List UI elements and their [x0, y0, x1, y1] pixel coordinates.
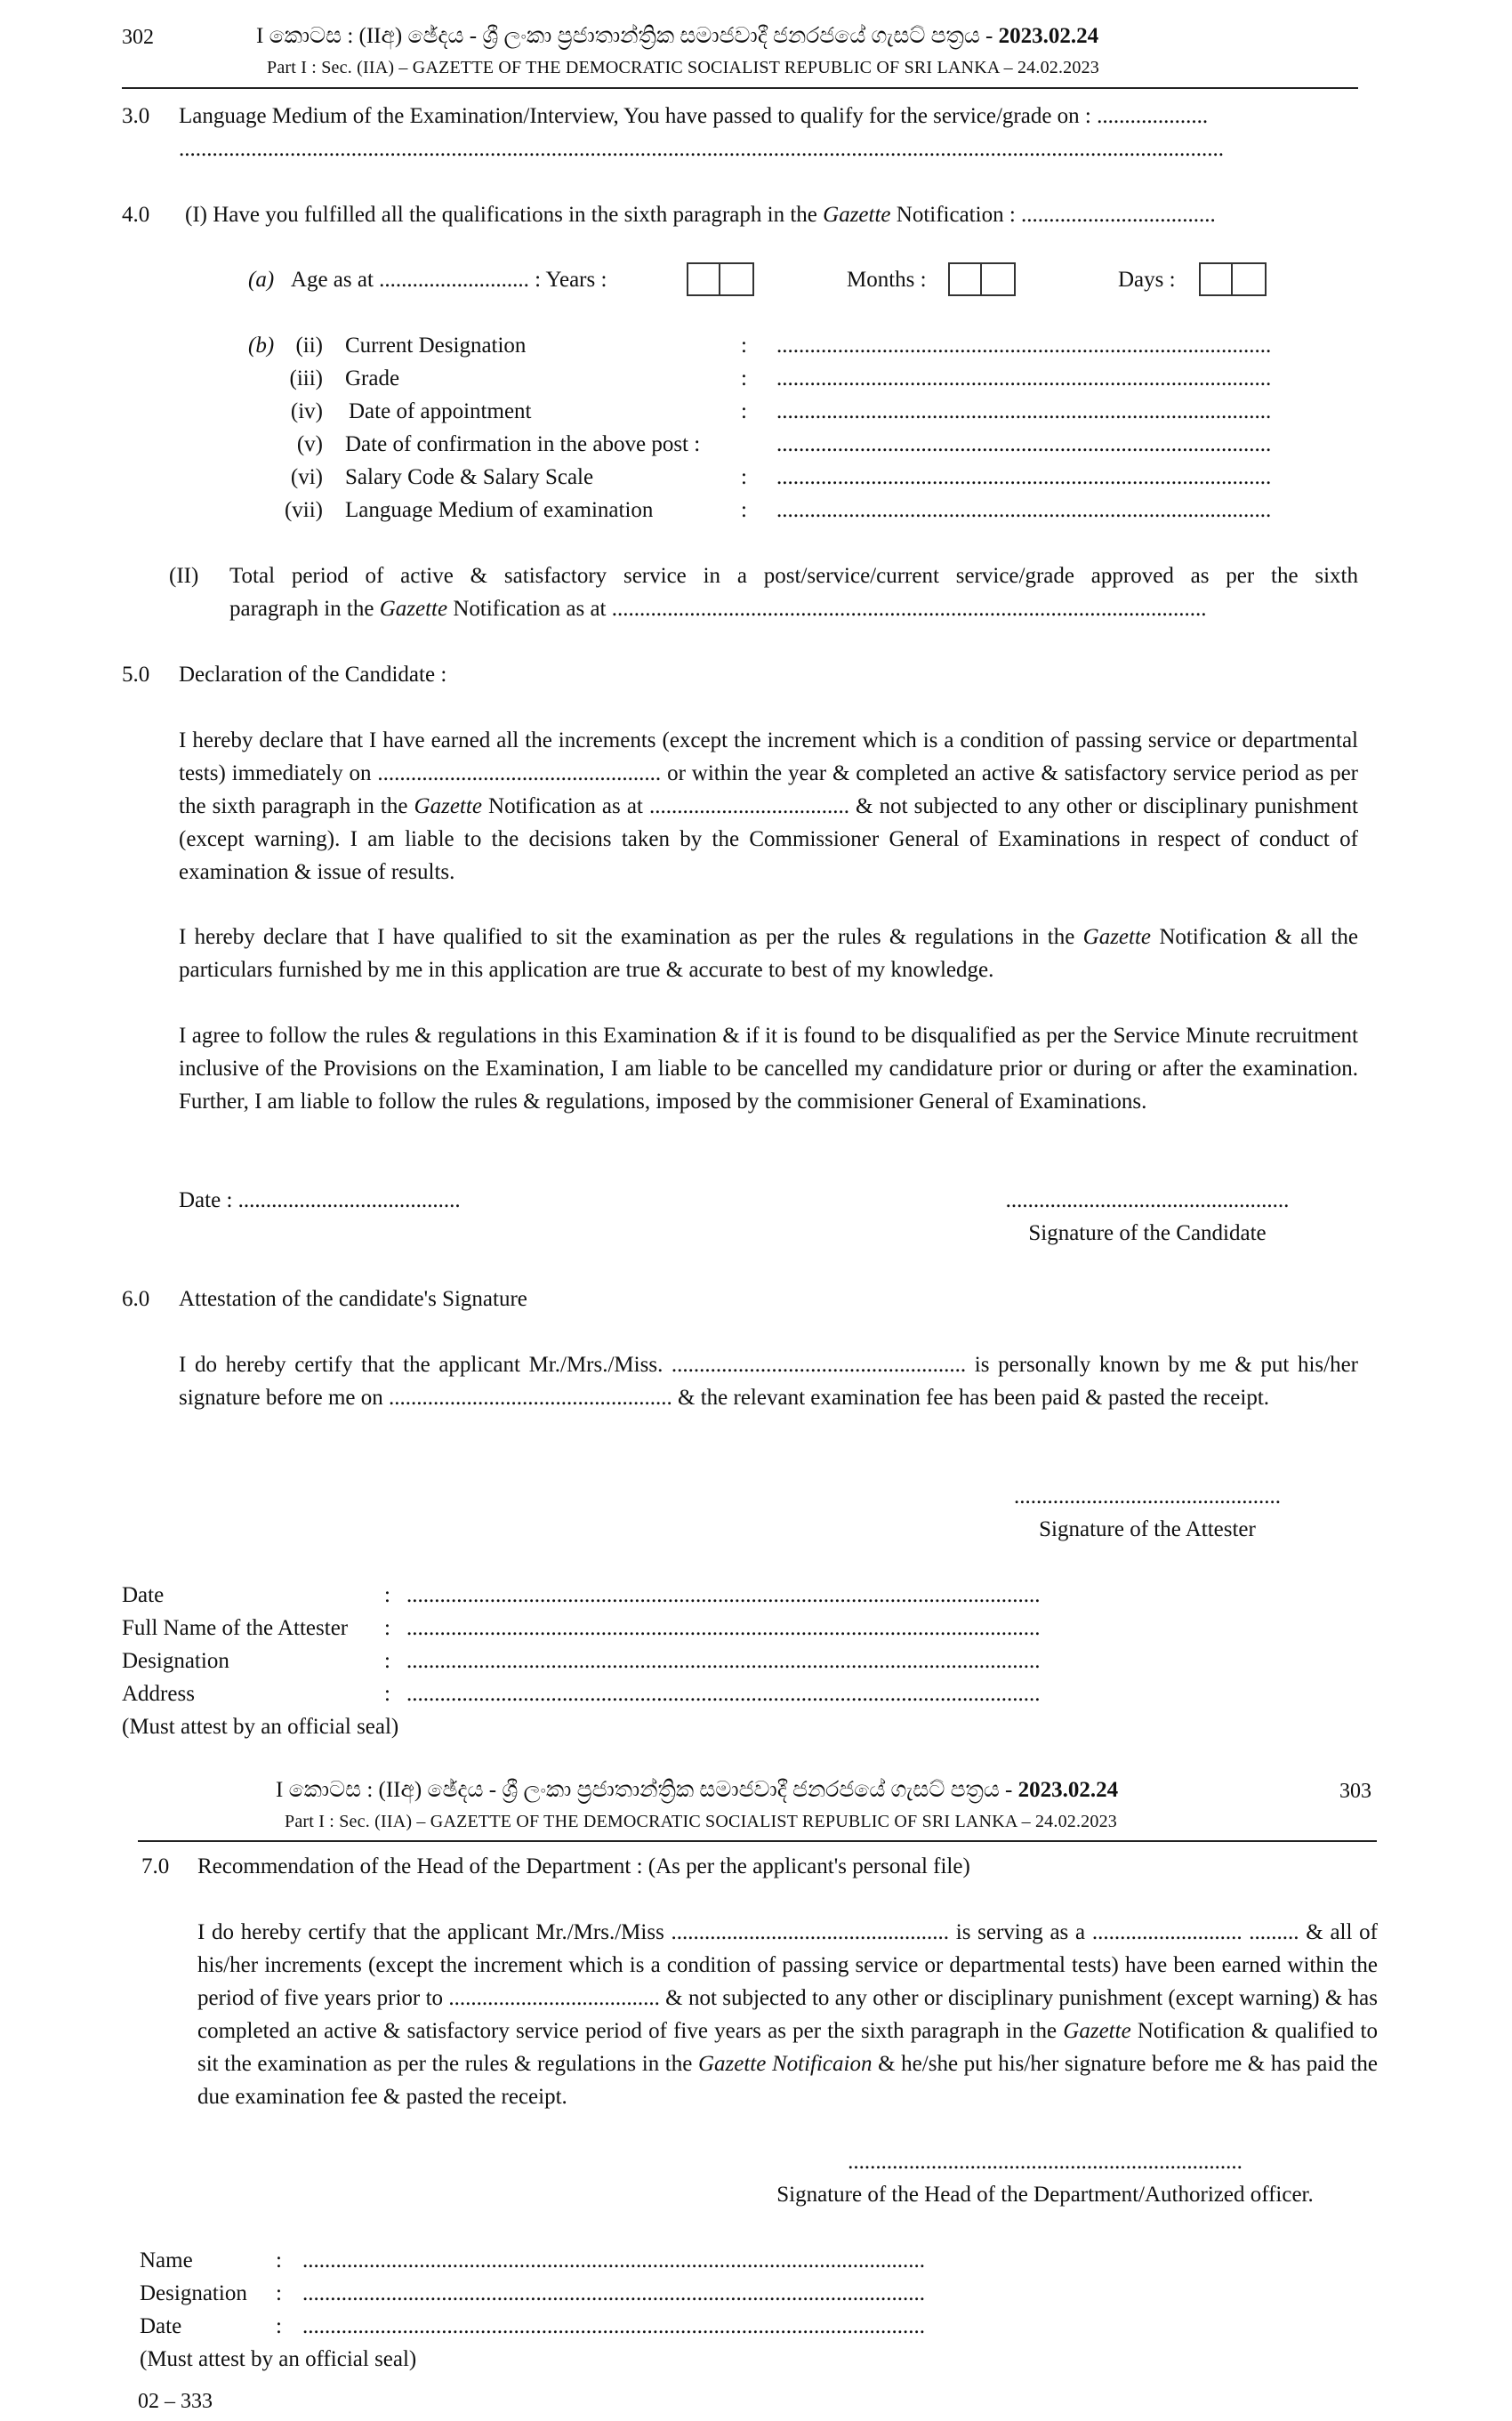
item-dots[interactable]: ......................................................................................... — [776, 465, 1272, 489]
item-label: Date of confirmation in the above post : — [345, 432, 701, 456]
section-3-number: 3.0 — [122, 104, 150, 128]
section-4-number: 4.0 — [122, 203, 150, 227]
field-label: Designation — [140, 2281, 247, 2305]
head-seal-note: (Must attest by an official seal) — [140, 2347, 417, 2371]
item-number: (iii) — [289, 366, 323, 390]
field-dots[interactable]: ................................................................................................................ — [302, 2314, 925, 2338]
q2-gazette: Gazette — [379, 597, 448, 621]
field-label: Full Name of the Attester — [122, 1616, 349, 1640]
field-label: Designation — [122, 1649, 229, 1673]
attester-signature-label: Signature of the Attester — [1039, 1517, 1256, 1541]
field-dots[interactable]: .................................................................................................................. — [406, 1583, 1041, 1607]
candidate-signature-label: Signature of the Candidate — [1028, 1221, 1267, 1245]
field-label: Date — [122, 1583, 165, 1607]
footer-code: 02 – 333 — [138, 2390, 213, 2413]
declaration-paragraph-3: I agree to follow the rules & regulations in this Examination & if it is found to be disqualified as per the Service Minute recruitment inclusive of the Provisions on the Examination, I am liable to be cancelled my candidature prior or during or after the examination. Further, I am liable to follow the rules & regulations, imposed by the commisioner General of Examinations. — [179, 1024, 1358, 1114]
years-box-1[interactable] — [687, 262, 720, 296]
section-7-title: Recommendation of the Head of the Department : (As per the applicant's personal file) — [197, 1854, 970, 1878]
item-number: (vi) — [290, 465, 323, 489]
header-english: Part I : Sec. (IIA) – GAZETTE OF THE DEMOCRATIC SOCIALIST REPUBLIC OF SRI LANKA – 24.02.2023 — [267, 58, 1099, 77]
months-box-2[interactable] — [982, 262, 1016, 296]
field-label: Name — [140, 2248, 193, 2272]
section-4-question-1 — [185, 198, 1216, 231]
field-colon: : — [276, 2248, 282, 2272]
item-dots[interactable]: ......................................................................................... — [776, 432, 1272, 456]
field-colon: : — [384, 1682, 390, 1706]
item-colon: : — [741, 334, 747, 358]
section-7-number: 7.0 — [141, 1854, 170, 1878]
recommendation-paragraph: I do hereby certify that the applicant Mr./Mrs./Miss .................................................. is serving as a ........................... ......... & all of his/her increments (except the increment which is a condition of passing service or departmental tests) have been earned within the period of five years prior to ...................................... & not subjected to any other or disciplinary punishment (except warning) & has completed an active & satisfactory service period of five years as per the sixth paragraph in the Gazette Notification & qualified to sit the examination as per the rules & regulations in the Gazette Notificaion & he/she put his/her signature before me & has paid the due examination fee & pasted the receipt. — [197, 1920, 1379, 2109]
item-label: Salary Code & Salary Scale — [345, 465, 594, 489]
age-row — [248, 263, 607, 296]
field-dots[interactable]: .................................................................................................................. — [406, 1616, 1041, 1640]
head-signature-label: Signature of the Head of the Department/Authorized officer. — [776, 2183, 1314, 2207]
item-colon: : — [741, 498, 747, 522]
header-sinhala-text: I කොටස : (IIඅ) ඡේදය - ශ්‍රී ලංකා ප්‍රජාතාන්ත්‍රික සමාජවාදී ජනරජයේ ගැසට් පත්‍රය - — [256, 24, 993, 48]
field-colon: : — [384, 1583, 390, 1607]
field-dots[interactable]: ................................................................................................................ — [302, 2248, 925, 2272]
item-label: Language Medium of examination — [345, 498, 654, 522]
q1-text-post: Notification : ................................... — [890, 203, 1216, 227]
item-dots[interactable]: ......................................................................................... — [776, 366, 1272, 390]
section-5-number: 5.0 — [122, 663, 150, 687]
page-number: 302 — [122, 26, 154, 49]
page-2-header-english: Part I : Sec. (IIA) – GAZETTE OF THE DEMOCRATIC SOCIALIST REPUBLIC OF SRI LANKA – 24.02.2023 — [285, 1812, 1117, 1831]
field-label: Date — [140, 2314, 182, 2338]
header-date: 2023.02.24 — [1017, 1778, 1119, 1802]
declaration-paragraph-2: I hereby declare that I have qualified to sit the examination as per the rules & regulations in the Gazette Notification & all the particulars furnished by me in this application are true & accurate to best of my knowledge. — [179, 925, 1358, 982]
item-dots[interactable]: ......................................................................................... — [776, 399, 1272, 423]
item-label: Current Designation — [345, 334, 527, 358]
days-boxes — [1199, 262, 1267, 296]
field-dots[interactable]: .................................................................................................................. — [406, 1682, 1041, 1706]
field-colon: : — [276, 2314, 282, 2338]
item-dots[interactable]: ......................................................................................... — [776, 334, 1272, 358]
field-colon: : — [384, 1649, 390, 1673]
item-number: (iv) — [290, 399, 323, 423]
item-number: (ii) — [295, 334, 323, 358]
q2-number: (II) — [169, 564, 199, 588]
section-5-title: Declaration of the Candidate : — [179, 663, 447, 687]
item-number: (v) — [296, 432, 323, 456]
declaration-paragraph-1: I hereby declare that I have earned all the increments (except the increment which is a condition of passing service or departmental tests) immediately on ................................................... or within the year & completed an active & satisfactory service period as per the sixth paragraph in the Gazette Notification as at .................................... & not subjected to any other or disciplinary punishment (except warning). I am liable to the decisions taken by the Commissioner General of Examinations in respect of conduct of examination & issue of results. — [179, 728, 1358, 884]
section-6-title: Attestation of the candidate's Signature — [179, 1287, 527, 1311]
section-3-text: Language Medium of the Examination/Interview, You have passed to qualify for the service/grade on : .................... — [179, 104, 1209, 128]
item-label: Date of appointment — [349, 399, 532, 423]
item-colon: : — [741, 366, 747, 390]
q1-gazette: Gazette — [823, 203, 891, 227]
header-sinhala — [256, 23, 1098, 50]
q2-line-1: Total period of active & satisfactory service in a post/service/current service/grade approved as per the sixth — [229, 564, 1358, 588]
head-signature-line[interactable]: ....................................................................... — [848, 2150, 1243, 2174]
field-dots[interactable]: ................................................................................................................ — [302, 2281, 925, 2305]
q2-line-2: paragraph in the Gazette Notification as at ........................................................................................................... — [229, 597, 1207, 621]
attester-signature-line[interactable]: ................................................ — [1014, 1484, 1281, 1508]
age-label: Age as at ........................... : Years : — [290, 268, 607, 292]
q1-text-pre: (I) Have you fulfilled all the qualifications in the sixth paragraph in the — [185, 203, 824, 227]
item-number: (vii) — [284, 498, 323, 522]
section-6-number: 6.0 — [122, 1287, 150, 1311]
field-dots[interactable]: .................................................................................................................. — [406, 1649, 1041, 1673]
section-3-continuation: ............................................................................................................................................................................................ — [179, 137, 1224, 161]
months-boxes — [948, 262, 1016, 296]
header-date: 2023.02.24 — [998, 24, 1099, 48]
days-box-1[interactable] — [1199, 262, 1233, 296]
attester-seal-note: (Must attest by an official seal) — [122, 1715, 399, 1739]
years-boxes — [687, 262, 754, 296]
candidate-date-field[interactable]: Date : ........................................ — [179, 1188, 461, 1212]
candidate-signature-line[interactable]: ................................................... — [1005, 1188, 1290, 1212]
item-colon: : — [741, 465, 747, 489]
header-sinhala-text: I කොටස : (IIඅ) ඡේදය - ශ්‍රී ලංකා ප්‍රජාතාන්ත්‍රික සමාජවාදී ජනරජයේ ගැසට් පත්‍රය - — [276, 1778, 1013, 1802]
months-box-1[interactable] — [948, 262, 982, 296]
field-colon: : — [384, 1616, 390, 1640]
item-colon: : — [741, 399, 747, 423]
item-dots[interactable]: ......................................................................................... — [776, 498, 1272, 522]
field-colon: : — [276, 2281, 282, 2305]
page-2-header-rule — [138, 1840, 1377, 1842]
item-label: Grade — [345, 366, 400, 390]
field-label: Address — [122, 1682, 195, 1706]
b-marker: (b) — [248, 334, 275, 358]
page-2-number: 303 — [1339, 1780, 1371, 1803]
years-box-2[interactable] — [720, 262, 754, 296]
days-label: Days : — [1118, 268, 1176, 292]
header-rule — [122, 87, 1358, 89]
days-box-2[interactable] — [1233, 262, 1267, 296]
age-marker: (a) — [248, 268, 275, 292]
attestation-paragraph: I do hereby certify that the applicant Mr./Mrs./Miss. ..................................................... is personally known by me & put his/her signature before me on ................................................... & the relevant examination fee has been paid & pasted the receipt. — [179, 1353, 1358, 1410]
page-2-header-sinhala — [276, 1777, 1118, 1804]
months-label: Months : — [847, 268, 927, 292]
